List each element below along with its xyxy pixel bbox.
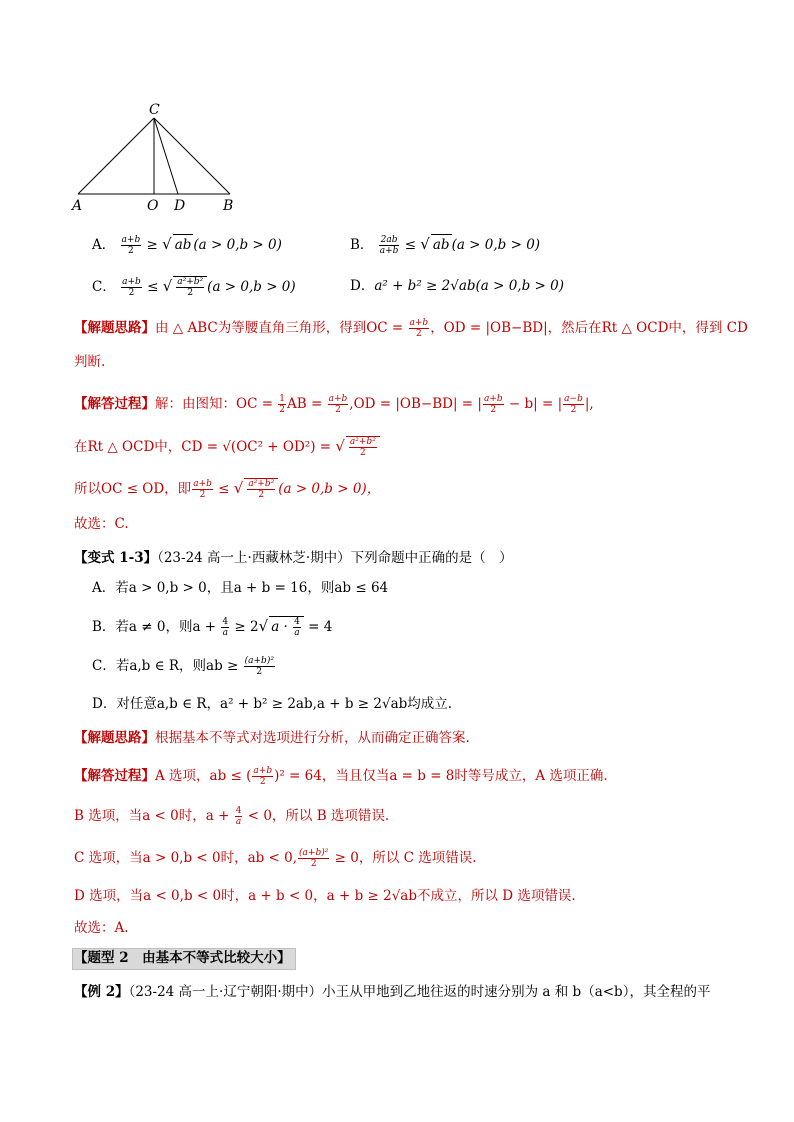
- option-d: D．a² + b² ≥ 2√ab(a > 0,b > 0): [350, 278, 564, 294]
- solution2-d: D 选项，当a < 0,b < 0时，a + b < 0，a + b ≥ 2√ab不成立，所以 D 选项错误.: [74, 888, 576, 904]
- segment-bc: [154, 118, 230, 194]
- segment-ac: [78, 118, 154, 194]
- solution2-b: B 选项，当a < 0时，a + $\frac{4}{a}$ < 0，所以 B 选项错误.: [74, 806, 390, 827]
- label-a: A: [72, 198, 83, 214]
- section-heading: 【题型 2 由基本不等式比较大小】: [74, 950, 291, 966]
- solution1-process: 【解答过程】解：由图知：OC = $\frac{1}{2}$ AB = $\frac{a+b}{2}$ ,OD = |OB−BD| = | $\frac{a+b}{2}$ − b| = | $\frac{a-b}{2}$ |,: [74, 394, 594, 415]
- variant-option-a: A．若a > 0,b > 0，且a + b = 16，则ab ≤ 64: [92, 580, 389, 596]
- variant-question: 【变式 1-3】（23-24 高一上·西藏林芝·期中）下列命题中正确的是（ ）: [74, 550, 513, 566]
- label-c: C: [149, 102, 160, 118]
- solution2-answer: 故选：A.: [74, 920, 129, 936]
- variant-option-c: C．若a,b ∈ R，则ab ≥ $\frac{\text{(a+b)²}}{2}$: [92, 656, 274, 677]
- example-2: 【例 2】（23-24 高一上·辽宁朝阳·期中）小王从甲地到乙地往返的时速分别为 a 和 b（a<b），其全程的平: [74, 984, 711, 1000]
- option-a: A． $\frac{a+b}{2}$ ≥ √ ab (a > 0,b > 0): [92, 235, 282, 256]
- solution2-a: 【解答过程】A 选项，ab ≤ ( $\frac{a+b}{2}$ )² = 64，当且仅当a = b = 8时等号成立，A 选项正确.: [74, 766, 608, 787]
- label-d: D: [174, 198, 186, 214]
- option-b: B． $\frac{2ab}{a+b}$ ≤ √ ab (a > 0,b > 0): [350, 235, 541, 256]
- variant-option-d: D．对任意a,b ∈ R，a² + b² ≥ 2ab,a + b ≥ 2√ab均成立.: [92, 696, 453, 712]
- solution2-idea: 【解题思路】根据基本不等式对选项进行分析，从而确定正确答案.: [74, 730, 470, 746]
- triangle-figure: [60, 98, 250, 214]
- solution1-answer: 故选：C.: [74, 516, 129, 532]
- solution1-line3: 所以OC ≤ OD，即 $\frac{a+b}{2}$ ≤ √ $\frac{\text{a²+b²}}{2}$ (a > 0,b > 0)，: [74, 479, 381, 500]
- option-c: C． $\frac{a+b}{2}$ ≤ √ $\frac{\text{a²+b²}}{2}$ (a > 0,b > 0): [92, 277, 296, 298]
- solution1-idea: 【解题思路】由 △ ABC为等腰直角三角形，得到OC = $\frac{a+b}{2}$ ，OD = |OB−BD|，然后在Rt △ OCD中，得到 CD: [74, 318, 748, 339]
- label-o: O: [147, 198, 159, 214]
- variant-option-b: B．若a ≠ 0，则a + $\frac{4}{a}$ ≥ 2√ a · $\frac{4}{a}$ = 4: [92, 617, 333, 638]
- solution1-idea-cont: 判断.: [74, 354, 106, 370]
- solution2-c: C 选项，当a > 0,b < 0时，ab < 0, $\frac{\text{(a+b)²}}{2}$ ≥ 0，所以 C 选项错误.: [74, 848, 477, 869]
- solution1-line2: 在Rt △ OCD中，CD = √(OC² + OD²) = √ $\frac{\text{a²+b²}}{2}$: [74, 436, 380, 458]
- label-b: B: [223, 198, 234, 214]
